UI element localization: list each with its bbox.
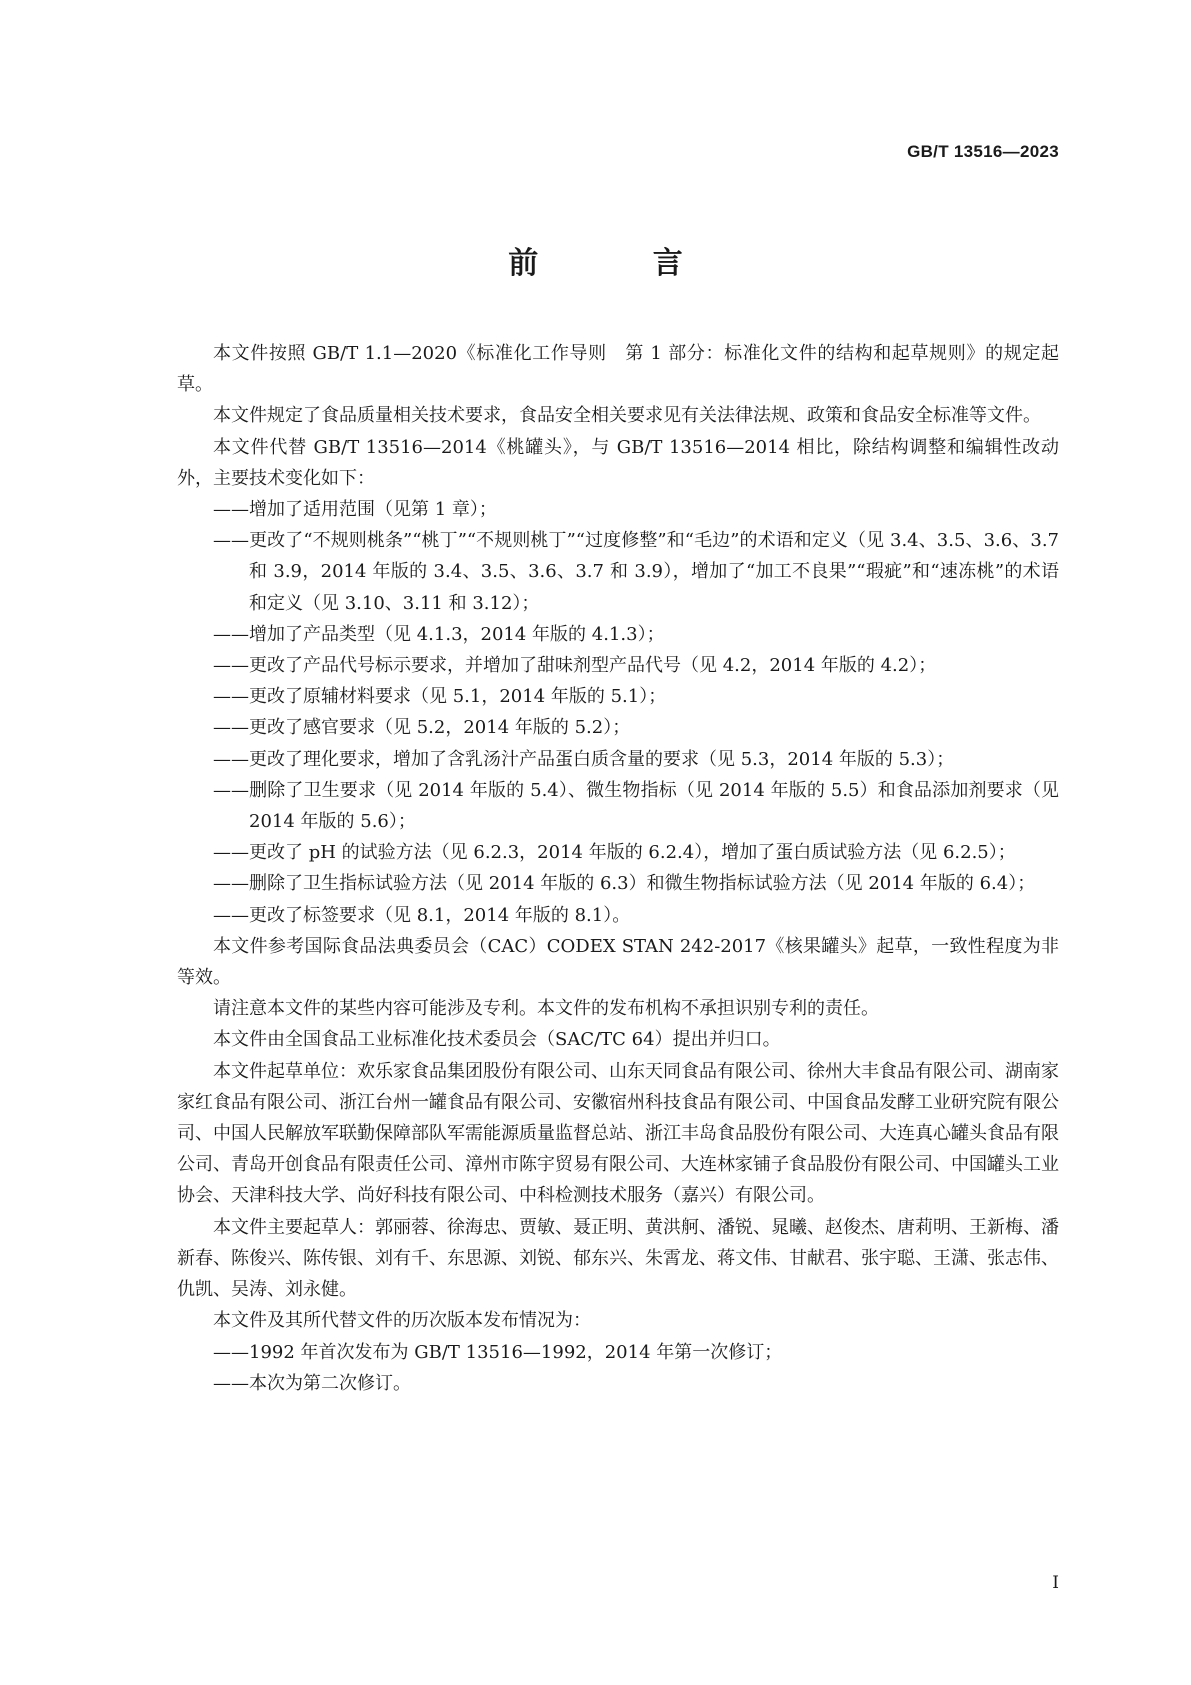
list-item-history: ——1992 年首次发布为 GB/T 13516—1992，2014 年第一次修订；	[213, 1341, 783, 1363]
list-item-change: ——更改了标签要求（见 8.1，2014 年版的 8.1）。	[213, 904, 631, 926]
list-item-change: ——增加了产品类型（见 4.1.3，2014 年版的 4.1.3）；	[213, 623, 665, 645]
foreword-body	[177, 338, 1059, 1399]
list-item-change: ——删除了卫生要求（见 2014 年版的 5.4）、微生物指标（见 2014 年版的 5.5）和食品添加剂要求（见 2014 年版的 5.6）；	[213, 779, 1059, 833]
page-number: Ⅰ	[1052, 1573, 1059, 1593]
list-item-history: ——本次为第二次修订。	[213, 1372, 411, 1394]
paragraph-history-intro: 本文件及其所代替文件的历次版本发布情况为：	[213, 1310, 591, 1332]
paragraph-reference-standard: 本文件参考国际食品法典委员会（CAC）CODEX STAN 242-2017《核果罐头》起草，一致性程度为非等效。	[177, 935, 1059, 989]
paragraph-drafting-units: 本文件起草单位：欢乐家食品集团股份有限公司、山东天同食品有限公司、徐州大丰食品有限公司、湖南家家红食品有限公司、浙江台州一罐食品有限公司、安徽宿州科技食品有限公司、中国食品发酵工业研究院有限公司、中国人民解放军联勤保障部队军需能源质量监督总站、浙江丰岛食品股份有限公司、大连真心罐头食品有限公司、青岛开创食品有限责任公司、漳州市陈宇贸易有限公司、大连林家铺子食品股份有限公司、中国罐头工业协会、天津科技大学、尚好科技有限公司、中科检测技术服务（嘉兴）有限公司。	[177, 1060, 1059, 1207]
paragraph-replacement: 本文件代替 GB/T 13516—2014《桃罐头》，与 GB/T 13516—2014 相比，除结构调整和编辑性改动外，主要技术变化如下：	[177, 436, 1059, 489]
list-item-change: ——删除了卫生指标试验方法（见 2014 年版的 6.3）和微生物指标试验方法（见 2014 年版的 6.4）；	[213, 873, 1036, 895]
standard-code: GB/T 13516—2023	[907, 142, 1059, 161]
list-item-change: ——更改了感官要求（见 5.2，2014 年版的 5.2）；	[213, 717, 631, 739]
paragraph-drafters: 本文件主要起草人：郭丽蓉、徐海忠、贾敏、聂正明、黄洪舸、潘锐、晁曦、赵俊杰、唐莉明、王新梅、潘新春、陈俊兴、陈传银、刘有千、东思源、刘锐、郁东兴、朱霄龙、蒋文伟、甘献君、张宇聪、王潇、张志伟、仇凯、吴涛、刘永健。	[177, 1216, 1059, 1301]
list-item-change: ——更改了理化要求，增加了含乳汤汁产品蛋白质含量的要求（见 5.3，2014 年版的 5.3）；	[213, 748, 955, 770]
paragraph-scope-note: 本文件规定了食品质量相关技术要求，食品安全相关要求见有关法律法规、政策和食品安全标准等文件。	[213, 405, 1041, 427]
page-title: 前 言	[508, 246, 735, 281]
paragraph-patent-notice: 请注意本文件的某些内容可能涉及专利。本文件的发布机构不承担识别专利的责任。	[213, 998, 879, 1020]
list-item-change: ——更改了 pH 的试验方法（见 6.2.3，2014 年版的 6.2.4），增加了蛋白质试验方法（见 6.2.5）；	[213, 842, 1016, 864]
list-item-change: ——更改了“不规则桃条”“桃丁”“不规则桃丁”“过度修整”和“毛边”的术语和定义（见 3.4、3.5、3.6、3.7 和 3.9，2014 年版的 3.4、3.5、3.6、3.7 和 3.9），增加了“加工不良果”“瑕疵”和“速冻桃”的术语和定义（见 3.10、3.11 和 3.12）；	[213, 530, 1059, 614]
list-item-change: ——更改了原辅材料要求（见 5.1，2014 年版的 5.1）；	[213, 686, 667, 708]
paragraph-drafting-rules: 本文件按照 GB/T 1.1—2020《标准化工作导则 第 1 部分：标准化文件的结构和起草规则》的规定起草。	[177, 343, 1059, 396]
list-item-change: ——增加了适用范围（见第 1 章）；	[213, 499, 497, 521]
list-item-change: ——更改了产品代号标示要求，并增加了甜味剂型产品代号（见 4.2，2014 年版的 4.2）；	[213, 655, 937, 677]
paragraph-committee: 本文件由全国食品工业标准化技术委员会（SAC/TC 64）提出并归口。	[213, 1029, 781, 1051]
